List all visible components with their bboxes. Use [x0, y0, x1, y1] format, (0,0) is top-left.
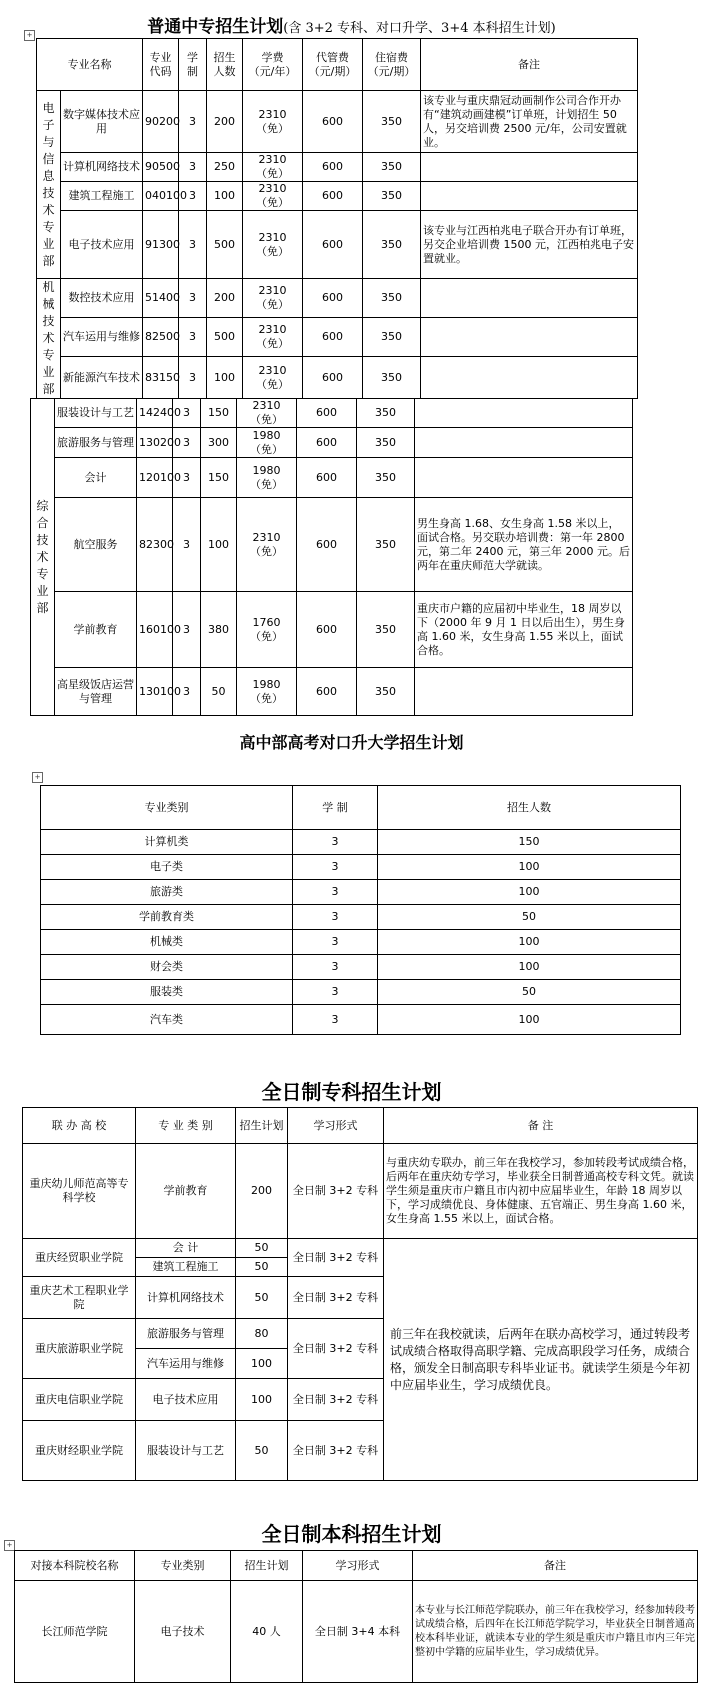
table-cell: 80	[236, 1319, 288, 1349]
section1-subtitle: (含 3+2 专科、对口升学、3+4 本科招生计划)	[283, 21, 556, 36]
agency-cell: 600	[303, 318, 363, 357]
major-cell: 数字媒体技术应用	[61, 91, 143, 153]
agency-cell: 600	[297, 498, 357, 592]
section2-title: 高中部高考对口升大学招生计划	[239, 733, 464, 752]
years-cell: 3	[179, 357, 207, 399]
count-cell: 100	[207, 357, 243, 399]
table-cell: 财会类	[41, 955, 293, 980]
table-row	[41, 855, 681, 880]
table-cell: 学费	[261, 50, 284, 64]
table-cell: （元/年）	[248, 64, 297, 78]
table-cell: 计算机类	[41, 830, 293, 855]
agency-cell: 600	[297, 668, 357, 716]
table-row	[31, 458, 633, 498]
table-move-handle-icon[interactable]: +	[4, 1540, 15, 1551]
note-cell	[421, 318, 638, 357]
table-cell: 3	[293, 930, 378, 955]
agency-cell: 600	[297, 399, 357, 428]
col-header-category: 专业类别	[41, 786, 293, 830]
header-row	[15, 1551, 698, 1581]
table-row	[31, 399, 633, 428]
count-cell: 250	[207, 153, 243, 182]
dorm-cell: 350	[363, 211, 421, 279]
table-cell: 50	[236, 1239, 288, 1258]
table-cell: 50	[378, 980, 681, 1005]
table-cell: 建筑工程施工	[136, 1258, 236, 1277]
count-cell: 50	[201, 668, 237, 716]
col-header-form: 学习形式	[288, 1108, 384, 1144]
code-cell: 120100	[137, 458, 173, 498]
years-cell: 3	[179, 318, 207, 357]
col-header-major: 专业名称	[37, 39, 143, 91]
fee-cell: 1980（免）	[237, 428, 297, 458]
table-cell: 旅游服务与管理	[136, 1319, 236, 1349]
fee-cell: 2310（免）	[243, 357, 303, 399]
table-row	[37, 279, 638, 318]
table-row	[41, 880, 681, 905]
table-cell: 100	[378, 855, 681, 880]
table-cell: 100	[378, 955, 681, 980]
secondary-plan-table-continued	[30, 398, 633, 716]
table-cell: 50	[236, 1421, 288, 1481]
table-cell: 旅游类	[41, 880, 293, 905]
table-cell: 100	[378, 880, 681, 905]
table-cell: 3	[293, 1005, 378, 1035]
count-cell: 500	[207, 318, 243, 357]
table-cell: 全日制 3+2 专科	[288, 1144, 384, 1239]
code-cell: 82500	[143, 318, 179, 357]
dorm-cell: 350	[363, 318, 421, 357]
table-cell: 学前教育	[136, 1144, 236, 1239]
table-cell: 40 人	[231, 1581, 303, 1683]
table-cell: 学前教育类	[41, 905, 293, 930]
col-header-major: 专业类别	[135, 1551, 231, 1581]
table-row	[37, 211, 638, 279]
table-row	[41, 980, 681, 1005]
col-header-plan: 招生计划	[236, 1108, 288, 1144]
table-row	[23, 1144, 698, 1239]
university-plan-table	[40, 785, 681, 1035]
major-cell: 会计	[55, 458, 137, 498]
table-cell: 重庆电信职业学院	[23, 1379, 136, 1421]
fee-cell: 2310（免）	[237, 399, 297, 428]
col-header-agency	[303, 39, 363, 91]
table-move-handle-icon[interactable]: +	[32, 772, 43, 783]
years-cell: 3	[173, 399, 201, 428]
note-cell: 重庆市户籍的应届初中毕业生，18 周岁以下（2000 年 9 月 1 日以后出生），男生身高 1.60 米，女生身高 1.55 米以上，面试合格。	[415, 592, 633, 668]
table-row	[37, 153, 638, 182]
note-cell: 该专业与重庆鼎冠动画制作公司合作开办有“建筑动画建模”订单班，计划招生 50 人，另交培训费 2500 元/年，公司安置就业。	[421, 91, 638, 153]
note-cell: 该专业与江西柏兆电子联合开办有订单班，另交企业培训费 1500 元，江西柏兆电子安置就业。	[421, 211, 638, 279]
agency-cell: 600	[297, 592, 357, 668]
fee-cell: 2310（免）	[243, 279, 303, 318]
table-row	[37, 318, 638, 357]
table-cell: 服装类	[41, 980, 293, 1005]
fee-cell: 2310（免）	[243, 91, 303, 153]
years-cell: 3	[173, 458, 201, 498]
agency-cell: 600	[297, 458, 357, 498]
dorm-cell: 350	[363, 357, 421, 399]
years-cell: 3	[173, 592, 201, 668]
col-header-school: 对接本科院校名称	[15, 1551, 135, 1581]
dorm-cell: 350	[363, 153, 421, 182]
table-cell: 代管费	[316, 50, 349, 64]
fee-cell: 1760（免）	[237, 592, 297, 668]
note-cell	[415, 668, 633, 716]
dorm-cell: 350	[357, 428, 415, 458]
dorm-cell: 350	[357, 498, 415, 592]
count-cell: 150	[201, 458, 237, 498]
dept-name: 电子与信息技术专业部	[37, 91, 61, 279]
agency-cell: 600	[303, 91, 363, 153]
col-header-years: 学 制	[293, 786, 378, 830]
table-cell: 150	[378, 830, 681, 855]
table-cell: 电子技术	[135, 1581, 231, 1683]
table-cell: 汽车运用与维修	[136, 1349, 236, 1379]
dorm-cell: 350	[357, 668, 415, 716]
major-cell: 电子技术应用	[61, 211, 143, 279]
years-cell: 3	[173, 498, 201, 592]
table-cell: 100	[378, 930, 681, 955]
code-cell: 160100	[137, 592, 173, 668]
code-cell: 90500	[143, 153, 179, 182]
table-cell: 人数	[213, 64, 236, 78]
col-header-dorm	[363, 39, 421, 91]
section4-title: 全日制本科招生计划	[261, 1522, 442, 1546]
table-cell: 50	[378, 905, 681, 930]
table-cell: 计算机网络技术	[136, 1277, 236, 1319]
table-cell: 重庆艺术工程职业学院	[23, 1277, 136, 1319]
agency-cell: 600	[303, 357, 363, 399]
table-cell: 3	[293, 855, 378, 880]
note-cell	[421, 357, 638, 399]
table-cell: 重庆旅游职业学院	[23, 1319, 136, 1379]
table-row	[41, 905, 681, 930]
table-row	[31, 592, 633, 668]
table-move-handle-icon[interactable]: +	[24, 30, 35, 41]
table-cell: 全日制 3+2 专科	[288, 1421, 384, 1481]
table-cell: 与重庆幼专联办，前三年在我校学习，参加转段考试成绩合格，后两年在重庆幼专学习，毕业获全日制普通高校专科文凭。就读学生须是重庆市户籍且市内初中应届毕业生，年龄 18 周岁以下，学习成绩优良、身体健康、五官端正、男生身高 1.60 米，女生身高 1.55 米以上，面试合格。	[384, 1144, 698, 1239]
fee-cell: 1980（免）	[237, 668, 297, 716]
section3-title: 全日制专科招生计划	[261, 1080, 442, 1104]
table-cell: 普通中专招生计划	[147, 17, 284, 37]
table-cell: 全日制 3+2 专科	[288, 1319, 384, 1379]
years-cell: 3	[179, 91, 207, 153]
years-cell: 3	[179, 153, 207, 182]
section1-title	[0, 12, 703, 37]
note-cell	[415, 458, 633, 498]
fee-cell: 1980（免）	[237, 458, 297, 498]
table-cell: 服装设计与工艺	[136, 1421, 236, 1481]
code-cell: 040100	[143, 182, 179, 211]
table-cell: 3	[293, 905, 378, 930]
count-cell: 100	[201, 498, 237, 592]
fee-cell: 2310（免）	[237, 498, 297, 592]
table-cell: 本专业与长江师范学院联办，前三年在我校学习，经参加转段考试成绩合格，后四年在长江师范学院学习，毕业获全日制普通高校本科毕业证，就读本专业的学生须是重庆市户籍且市内三年完整初中学籍的应届毕业生，学习成绩优异。	[413, 1581, 698, 1683]
table-row	[15, 1581, 698, 1683]
college-plan-table	[22, 1107, 698, 1481]
table-cell: 全日制 3+2 专科	[288, 1239, 384, 1277]
agency-cell: 600	[303, 279, 363, 318]
dept-name: 机械技术专业部	[37, 279, 61, 399]
table-row	[37, 357, 638, 399]
fee-cell: 2310（免）	[243, 182, 303, 211]
dept-name: 综合技术专业部	[31, 399, 55, 716]
table-cell: 重庆财经职业学院	[23, 1421, 136, 1481]
table-cell: 50	[236, 1277, 288, 1319]
years-cell: 3	[173, 428, 201, 458]
dorm-cell: 350	[357, 458, 415, 498]
major-cell: 建筑工程施工	[61, 182, 143, 211]
table-cell: 全日制 3+4 本科	[303, 1581, 413, 1683]
table-row	[31, 668, 633, 716]
code-cell: 142400	[137, 399, 173, 428]
agency-cell: 600	[297, 428, 357, 458]
header-row	[41, 786, 681, 830]
table-cell: 住宿费	[375, 50, 408, 64]
table-cell: 100	[378, 1005, 681, 1035]
table-cell: 会 计	[136, 1239, 236, 1258]
table-row	[41, 1005, 681, 1035]
code-cell: 130100	[137, 668, 173, 716]
table-cell: 50	[236, 1258, 288, 1277]
col-header-years	[179, 39, 207, 91]
table-row	[37, 182, 638, 211]
note-cell	[415, 399, 633, 428]
code-cell: 51400	[143, 279, 179, 318]
table-row	[37, 91, 638, 153]
header-row	[37, 39, 638, 91]
secondary-plan-table	[36, 38, 638, 399]
code-cell: 91300	[143, 211, 179, 279]
years-cell: 3	[173, 668, 201, 716]
col-header-plan: 招生计划	[231, 1551, 303, 1581]
count-cell: 200	[207, 91, 243, 153]
table-cell: 重庆幼儿师范高等专科学校	[23, 1144, 136, 1239]
major-cell: 新能源汽车技术	[61, 357, 143, 399]
bachelor-plan-table	[14, 1550, 698, 1683]
count-cell: 500	[207, 211, 243, 279]
fee-cell: 2310（免）	[243, 153, 303, 182]
shared-note: 前三年在我校就读，后两年在联办高校学习，通过转段考试成绩合格取得高职学籍、完成高职段学习任务，成绩合格，颁发全日制高职专科毕业证书。就读学生须是今年初中应届毕业生，学习成绩优良。	[384, 1239, 698, 1481]
table-cell: 电子技术应用	[136, 1379, 236, 1421]
major-cell: 高星级饭店运营与管理	[55, 668, 137, 716]
note-cell	[421, 153, 638, 182]
table-cell: 专业	[149, 50, 172, 64]
table-cell: 机械类	[41, 930, 293, 955]
col-header-school: 联 办 高 校	[23, 1108, 136, 1144]
agency-cell: 600	[303, 182, 363, 211]
dorm-cell: 350	[363, 182, 421, 211]
table-row	[41, 830, 681, 855]
major-cell: 汽车运用与维修	[61, 318, 143, 357]
count-cell: 380	[201, 592, 237, 668]
table-cell: （元/期）	[308, 64, 357, 78]
table-cell: 100	[236, 1379, 288, 1421]
count-cell: 100	[207, 182, 243, 211]
table-cell: 电子类	[41, 855, 293, 880]
col-header-note: 备注	[421, 39, 638, 91]
table-cell: 招生	[213, 50, 236, 64]
major-cell: 旅游服务与管理	[55, 428, 137, 458]
dorm-cell: 350	[357, 399, 415, 428]
col-header-form: 学习形式	[303, 1551, 413, 1581]
table-cell: 全日制 3+2 专科	[288, 1379, 384, 1421]
agency-cell: 600	[303, 153, 363, 182]
dorm-cell: 350	[363, 279, 421, 318]
table-cell: 长江师范学院	[15, 1581, 135, 1683]
table-cell: 汽车类	[41, 1005, 293, 1035]
fee-cell: 2310（免）	[243, 318, 303, 357]
table-row	[41, 930, 681, 955]
major-cell: 航空服务	[55, 498, 137, 592]
count-cell: 300	[201, 428, 237, 458]
table-cell: 代码	[149, 64, 172, 78]
note-cell	[421, 182, 638, 211]
years-cell: 3	[179, 211, 207, 279]
table-cell: （元/期）	[367, 64, 416, 78]
table-row	[41, 955, 681, 980]
code-cell: 83150	[143, 357, 179, 399]
count-cell: 200	[207, 279, 243, 318]
dorm-cell: 350	[363, 91, 421, 153]
note-cell	[415, 428, 633, 458]
table-cell: 全日制 3+2 专科	[288, 1277, 384, 1319]
major-cell: 服装设计与工艺	[55, 399, 137, 428]
years-cell: 3	[179, 182, 207, 211]
table-cell: 3	[293, 980, 378, 1005]
table-row	[23, 1239, 698, 1258]
col-header-fee	[243, 39, 303, 91]
years-cell: 3	[179, 279, 207, 318]
table-cell: 学	[187, 50, 198, 64]
note-cell: 男生身高 1.68、女生身高 1.58 米以上，面试合格。另交联办培训费：第一年 2800 元，第二年 2400 元，第三年 2000 元。后两年在重庆师范大学就读。	[415, 498, 633, 592]
agency-cell: 600	[303, 211, 363, 279]
table-row	[31, 428, 633, 458]
table-cell: 100	[236, 1349, 288, 1379]
code-cell: 130200	[137, 428, 173, 458]
table-cell: 3	[293, 880, 378, 905]
table-cell: 制	[187, 64, 198, 78]
dorm-cell: 350	[357, 592, 415, 668]
col-header-code	[143, 39, 179, 91]
col-header-major: 专 业 类 别	[136, 1108, 236, 1144]
major-cell: 学前教育	[55, 592, 137, 668]
major-cell: 计算机网络技术	[61, 153, 143, 182]
major-cell: 数控技术应用	[61, 279, 143, 318]
table-cell: 3	[293, 830, 378, 855]
table-cell: 重庆经贸职业学院	[23, 1239, 136, 1277]
col-header-count: 招生人数	[378, 786, 681, 830]
col-header-note: 备注	[413, 1551, 698, 1581]
table-cell: 3	[293, 955, 378, 980]
code-cell: 82300	[137, 498, 173, 592]
col-header-count	[207, 39, 243, 91]
table-row	[31, 498, 633, 592]
header-row	[23, 1108, 698, 1144]
table-cell: 200	[236, 1144, 288, 1239]
count-cell: 150	[201, 399, 237, 428]
code-cell: 90200	[143, 91, 179, 153]
note-cell	[421, 279, 638, 318]
col-header-note: 备 注	[384, 1108, 698, 1144]
fee-cell: 2310（免）	[243, 211, 303, 279]
